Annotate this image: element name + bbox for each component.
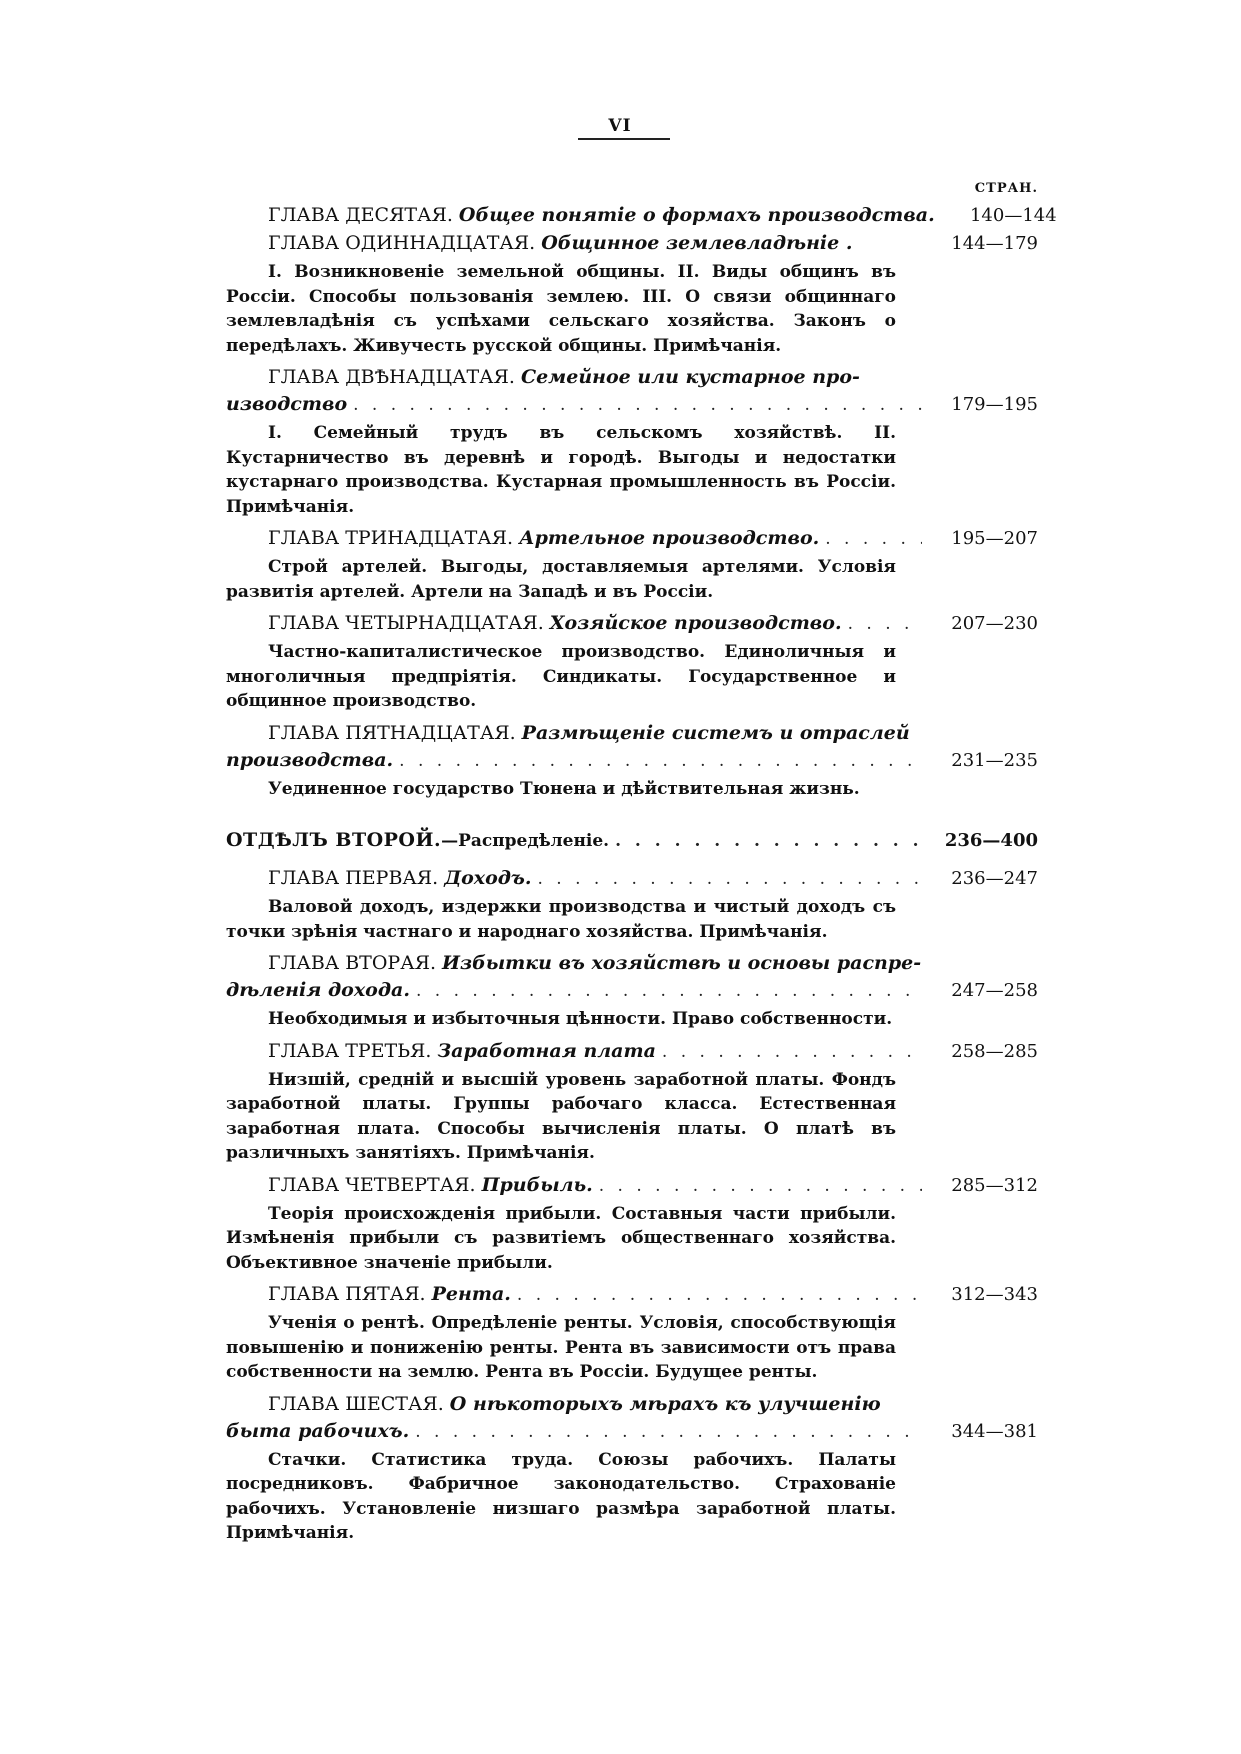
chapter-summary: I. Возникновеніе земельной общины. II. Виды общинъ въ Россіи. Способы пользованія землею. III. О связи общиннаго землевладѣнія съ успѣхами сельскаго хозяйства. Законъ о передѣлахъ. Живучесть русской общины. Примѣчанія. [226, 262, 896, 356]
page-range: 140—144 [969, 205, 1057, 226]
leader-dots [848, 611, 922, 638]
chapter-title: Прибыль. [481, 1173, 593, 1196]
chapter-label: ГЛАВА ОДИННАДЦАТАЯ. [268, 232, 536, 254]
leader-dots [517, 1282, 922, 1309]
chapter-title: Избытки въ хозяйствѣ и основы распре- [442, 952, 922, 974]
chapter-label: ГЛАВА ДВѢНАДЦАТАЯ. [268, 366, 515, 388]
pages-column-header: СТРАН. [974, 181, 1038, 196]
leader-dots [415, 1419, 922, 1446]
chapter-title: Хозяйское производство. [549, 612, 842, 634]
chapter-summary: Теорія происхожденія прибыли. Составныя части прибыли. Измѣненія прибыли съ развитіемъ общественнаго хозяйства. Объективное значеніе прибыли. [226, 1203, 896, 1273]
chapter-title: Заработная плата [437, 1039, 656, 1062]
page-range: 247—258 [951, 980, 1038, 1001]
chapter-title: Рента. [431, 1283, 511, 1305]
chapter-title-cont: дѣленія дохода. [226, 979, 410, 1001]
leader-dots [825, 526, 922, 553]
section-heading [226, 827, 1038, 855]
chapter-title-cont: изводство [226, 393, 348, 415]
page-range: 236—247 [951, 868, 1038, 889]
page-range: 258—285 [951, 1040, 1038, 1062]
page-range: 344—381 [951, 1420, 1038, 1442]
leader-dots [537, 866, 922, 893]
section-subtitle: —Распредѣленіе. [441, 831, 610, 851]
table-of-contents [226, 202, 1057, 1552]
toc-entry [226, 950, 1038, 1005]
toc-entry [226, 1038, 1038, 1066]
page-range: 207—230 [951, 613, 1038, 634]
toc-entry [226, 1391, 1038, 1446]
chapter-title: О нѣкоторыхъ мѣрахъ къ улучшенію [449, 1392, 881, 1415]
page-range: 285—312 [951, 1174, 1038, 1196]
chapter-summary: Стачки. Статистика труда. Союзы рабочихъ. Палаты посредниковъ. Фабричное законодательство. Страхованіе рабочихъ. Установленіе низшаго размѣра заработной платы. Примѣчанія. [226, 1449, 896, 1543]
chapter-title-cont: производства. [226, 748, 394, 771]
chapter-title: Артельное производство. [519, 527, 820, 549]
leader-dots [399, 748, 922, 775]
chapter-title: Общинное землевладѣніе . [541, 232, 853, 254]
leader-dots [662, 1039, 922, 1066]
leader-dots [416, 978, 922, 1005]
chapter-summary: Необходимыя и избыточныя цѣнности. Право собственности. [268, 1009, 893, 1029]
chapter-label: ГЛАВА ПЕРВАЯ. [268, 867, 439, 889]
chapter-title: Размѣщеніе системъ и отраслей [521, 721, 910, 744]
chapter-label: ГЛАВА ПЯТАЯ. [268, 1283, 426, 1305]
chapter-summary: Частно-капиталистическое производство. Единоличныя и многоличныя предпріятія. Синдикаты. Государственное и общинное производство. [226, 642, 896, 711]
chapter-summary: Строй артелей. Выгоды, доставляемыя артелями. Условія развитія артелей. Артели на Западѣ и въ Россіи. [226, 557, 896, 602]
toc-entry [226, 364, 1038, 419]
page-range: 144—179 [951, 233, 1038, 254]
toc-entry [226, 1172, 1038, 1200]
page-range: 312—343 [951, 1284, 1038, 1305]
chapter-label: ГЛАВА ШЕСТАЯ. [268, 1392, 444, 1415]
chapter-summary: Низшій, средній и высшій уровень заработной платы. Фондъ заработной платы. Группы рабочаго класса. Естественная заработная плата. Способы вычисленія платы. О платѣ въ различныхъ занятіяхъ. Примѣчанія. [226, 1069, 896, 1163]
leader-dots [353, 392, 922, 419]
chapter-label: ГЛАВА ЧЕТВЕРТАЯ. [268, 1173, 476, 1196]
leader-dots [615, 828, 922, 855]
page-range: 195—207 [951, 528, 1038, 549]
chapter-label: ГЛАВА ДЕСЯТАЯ. [268, 204, 453, 226]
page-number-rule [578, 138, 670, 140]
chapter-label: ГЛАВА ТРЕТЬЯ. [268, 1039, 432, 1062]
chapter-label: ГЛАВА ВТОРАЯ. [268, 952, 436, 974]
toc-entry [226, 720, 1038, 775]
chapter-title-cont: быта рабочихъ. [226, 1419, 410, 1442]
toc-entry [226, 1281, 1038, 1309]
page-range: 236—400 [944, 830, 1038, 851]
toc-entry [226, 865, 1038, 893]
leader-dots [599, 1173, 922, 1200]
chapter-label: ГЛАВА ТРИНАДЦАТАЯ. [268, 527, 514, 549]
chapter-title: Доходъ. [444, 867, 532, 889]
page-number: VI [608, 116, 632, 136]
toc-entry [226, 230, 1038, 258]
chapter-summary: Ученія о рентѣ. Опредѣленіе ренты. Условія, способствующія повышенію и пониженію ренты. Рента въ зависимости отъ права собственности на землю. Рента въ Россіи. Будущее ренты. [226, 1313, 896, 1382]
chapter-summary: Валовой доходъ, издержки производства и чистый доходъ съ точки зрѣнія частнаго и народнаго хозяйства. Примѣчанія. [226, 897, 896, 942]
section-label: ОТДѢЛЪ ВТОРОЙ. [226, 829, 442, 851]
page-range: 179—195 [951, 394, 1038, 415]
chapter-summary: Уединенное государство Тюнена и дѣйствительная жизнь. [268, 778, 860, 799]
chapter-label: ГЛАВА ЧЕТЫРНАДЦАТАЯ. [268, 612, 544, 634]
toc-entry [226, 610, 1038, 638]
chapter-title: Общее понятіе о формахъ производства. [458, 204, 935, 226]
chapter-label: ГЛАВА ПЯТНАДЦАТАЯ. [268, 721, 516, 744]
page-range: 231—235 [951, 749, 1038, 771]
chapter-summary: I. Семейный трудъ въ сельскомъ хозяйствѣ. II. Кустарничество въ деревнѣ и городѣ. Выгоды и недостатки кустарнаго производства. Кустарная промышленность въ Россіи. Примѣчанія. [226, 423, 896, 517]
chapter-title: Семейное или кустарное про- [520, 366, 860, 388]
toc-entry [226, 202, 1057, 230]
toc-entry [226, 525, 1038, 553]
